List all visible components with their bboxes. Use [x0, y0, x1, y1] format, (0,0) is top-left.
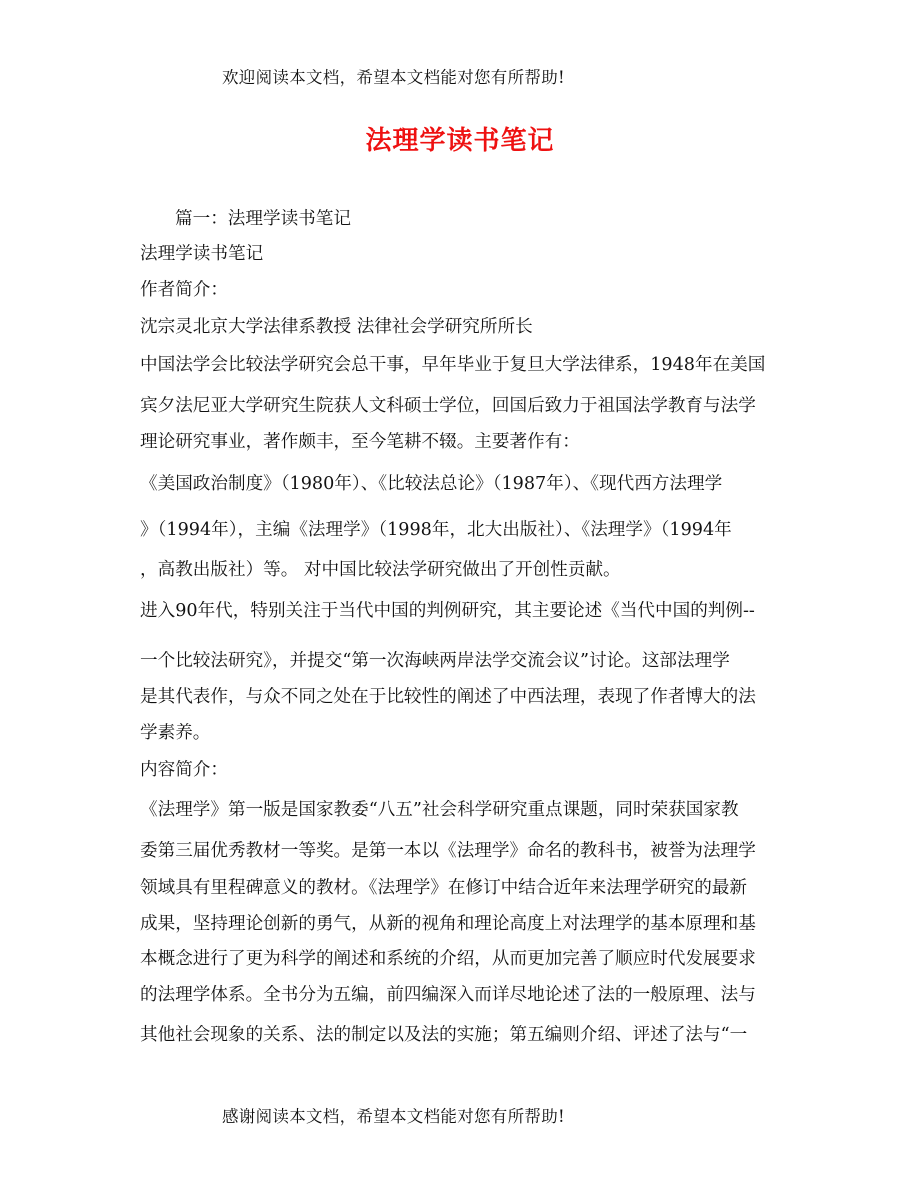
body-line: 法理学读书笔记 [140, 244, 264, 264]
body-line: 作者简介： [140, 280, 228, 300]
body-line: 《美国政治制度》（1980年）、《比较法总论》（1987年）、《现代西方法理学 [140, 474, 723, 494]
body-line: 宾夕法尼亚大学研究生院获人文科硕士学位，回国后致力于祖国法学教育与法学 [140, 396, 756, 416]
body-line: 委第三届优秀教材一等奖。是第一本以《法理学》命名的教科书，被誉为法理学 [140, 841, 756, 861]
page-footer: 感谢阅读本文档，希望本文档能对您有所帮助! [222, 1107, 565, 1126]
page-header: 欢迎阅读本文档，希望本文档能对您有所帮助! [222, 68, 565, 87]
body-line: 本概念进行了更为科学的阐述和系统的介绍，从而更加完善了顺应时代发展要求 [140, 949, 756, 969]
section-heading: 篇一：法理学读书笔记 [175, 209, 351, 229]
body-line: 的法理学体系。全书分为五编，前四编深入而详尽地论述了法的一般原理、法与 [140, 985, 756, 1005]
body-line: 》（1994年），主编《法理学》（1998年，北大出版社）、《法理学》（1994年 [140, 520, 732, 540]
body-line: 内容简介： [140, 760, 228, 780]
body-line: 成果，坚持理论创新的勇气，从新的视角和理论高度上对法理学的基本原理和基 [140, 914, 756, 934]
body-line: 其他社会现象的关系、法的制定以及法的实施；第五编则介绍、评述了法与“一 [140, 1025, 748, 1045]
body-line: 《法理学》第一版是国家教委“八五”社会科学研究重点课题，同时荣获国家教 [140, 800, 739, 820]
body-line: 学素养。 [140, 723, 211, 743]
document-title: 法理学读书笔记 [365, 126, 555, 156]
body-line: 理论研究事业，著作颇丰，至今笔耕不辍。主要著作有： [140, 432, 580, 452]
body-line: 领域具有里程碑意义的教材。《法理学》在修订中结合近年来法理学研究的最新 [140, 878, 747, 898]
body-line: 沈宗灵北京大学法律系教授 法律社会学研究所所长 [140, 317, 533, 337]
body-line: 一个比较法研究》，并提交“第一次海峡两岸法学交流会议”讨论。这部法理学 [140, 651, 730, 671]
body-line: 中国法学会比较法学研究会总干事，早年毕业于复旦大学法律系，1948年在美国 [140, 355, 766, 375]
body-line: 是其代表作，与众不同之处在于比较性的阐述了中西法理，表现了作者博大的法 [140, 687, 756, 707]
body-line: ，高教出版社）等。 对中国比较法学研究做出了开创性贡献。 [140, 560, 621, 580]
body-line: 进入90年代，特别关注于当代中国的判例研究，其主要论述《当代中国的判例-- [140, 601, 755, 621]
